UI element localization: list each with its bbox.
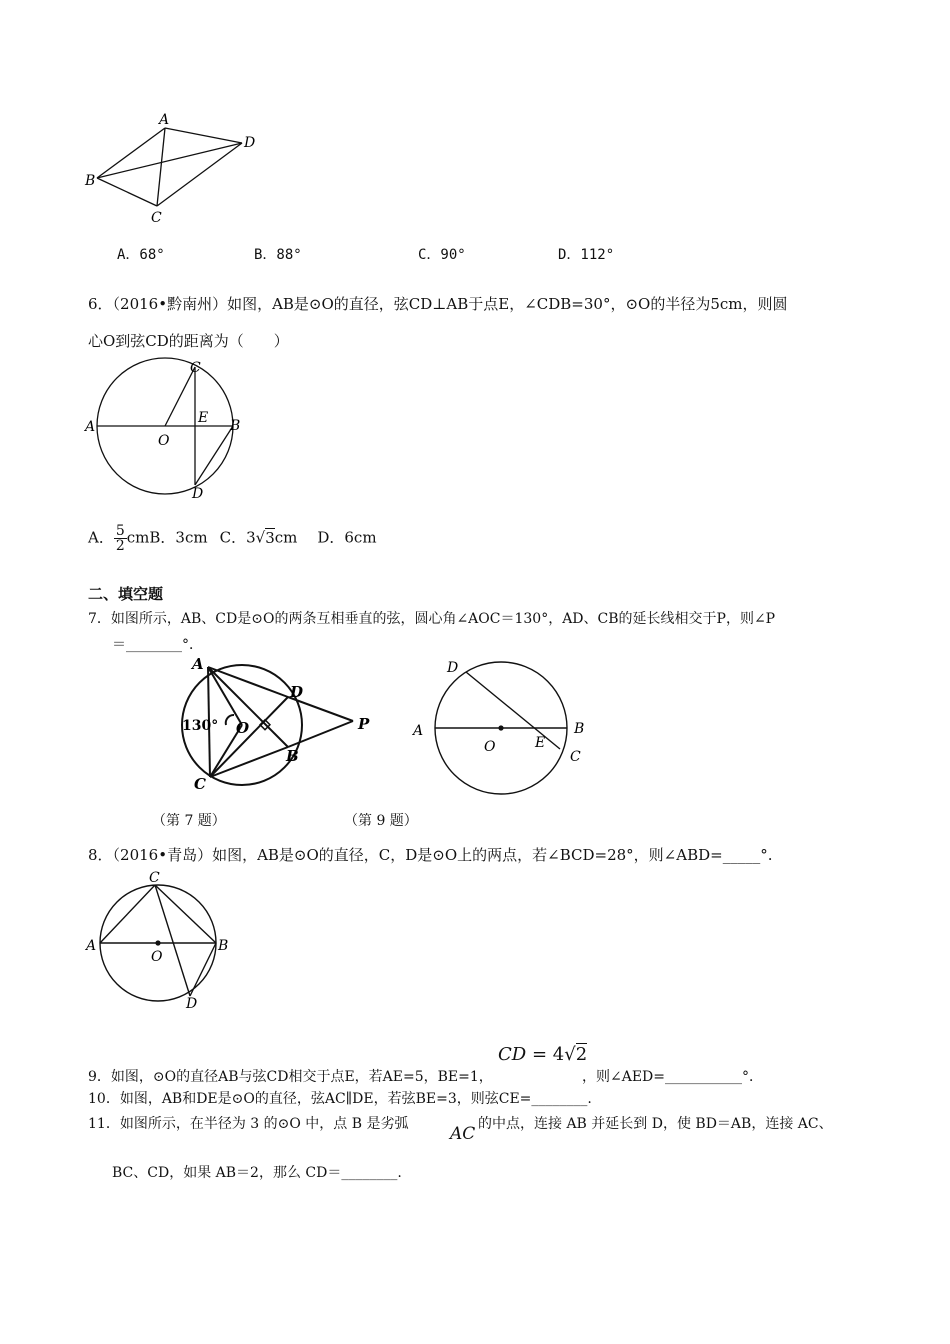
- label-b: B: [286, 747, 299, 765]
- label-d: D: [186, 996, 198, 1012]
- label-d: D: [290, 683, 304, 701]
- q5-option-b: B．88°: [254, 247, 302, 263]
- fraction-denominator: 2: [115, 538, 125, 554]
- label-c: C: [190, 360, 201, 376]
- q5-option-d: D．112°: [558, 247, 615, 263]
- label-b: B: [230, 418, 241, 434]
- label-p: P: [358, 715, 370, 733]
- label-d: D: [244, 135, 256, 151]
- q9-figure: [405, 655, 605, 805]
- label-b: B: [218, 938, 229, 954]
- label-a: A: [159, 112, 170, 128]
- q9-caption: （第 9 题）: [344, 813, 418, 829]
- label-o: O: [151, 949, 163, 965]
- formula-lhs: CD: [498, 1044, 527, 1065]
- q6-line1: 6．（2016•黔南州）如图，AB是⊙O的直径，弦CD⊥AB于点E，∠CDB=30°，⊙O的半径为5cm，则圆: [88, 295, 788, 313]
- label-c: C: [149, 870, 160, 886]
- q7-caption: （第 7 题）: [152, 813, 226, 829]
- formula-radicand: 2: [575, 1044, 588, 1065]
- q9-text-a: 9．如图，⊙O的直径AB与弦CD相交于点E，若AE=5，BE=1，: [88, 1069, 493, 1085]
- q6-circle-figure: [80, 355, 260, 505]
- q10-text: 10．如图，AB和DE是⊙O的直径，弦AC∥DE，若弦BE=3，则弦CE=________.: [88, 1091, 592, 1107]
- label-d: D: [447, 660, 459, 676]
- section-title: 二、填空题: [88, 585, 164, 603]
- q8-text: 8．（2016•青岛）如图，AB是⊙O的直径，C，D是⊙O上的两点，若∠BCD=28°，则∠ABD=_____°.: [88, 846, 773, 864]
- q6-option-a-prefix: A．: [88, 528, 114, 547]
- label-o: O: [158, 433, 170, 449]
- label-o: O: [484, 739, 496, 755]
- arc-ac: AC: [450, 1124, 476, 1144]
- q11-line2: BC、CD，如果 AB＝2，那么 CD＝________.: [112, 1165, 402, 1181]
- label-b: B: [85, 173, 96, 189]
- q6-option-c-unit: cm: [274, 528, 298, 547]
- q7-figure: [170, 655, 380, 805]
- q6-option-d: D．6cm: [317, 528, 377, 547]
- q6-option-c-prefix: C．3: [219, 528, 256, 547]
- rhombus-figure: [80, 110, 270, 230]
- sqrt-symbol: √: [564, 1044, 576, 1065]
- label-a: A: [85, 419, 96, 435]
- label-c: C: [151, 210, 162, 226]
- sqrt-symbol: √: [255, 528, 266, 547]
- q6-option-b: B．3cm: [149, 528, 208, 547]
- q6-options: [88, 524, 377, 553]
- q6-option-a-unit: cm: [126, 528, 150, 547]
- q7-line2: ＝________°．: [112, 637, 203, 653]
- q9-text-b: ，则∠AED=___________°．: [582, 1069, 764, 1085]
- angle-label: 130°: [182, 718, 219, 734]
- label-d: D: [192, 486, 204, 502]
- label-a: A: [413, 723, 424, 739]
- label-e: E: [535, 735, 546, 751]
- label-a: A: [192, 655, 204, 673]
- label-o: O: [236, 719, 250, 737]
- formula-eq: = 4: [526, 1044, 565, 1065]
- label-c: C: [570, 749, 581, 765]
- fraction-numerator: 5: [115, 523, 125, 539]
- q9-formula: [498, 1044, 587, 1065]
- label-e: E: [198, 410, 209, 426]
- label-b: B: [574, 721, 585, 737]
- q7-line1: 7．如图所示，AB、CD是⊙O的两条互相垂直的弦，圆心角∠AOC＝130°，AD、CB的延长线相交于P，则∠P: [88, 611, 776, 627]
- q5-option-c: C．90°: [418, 247, 466, 263]
- label-a: A: [86, 938, 97, 954]
- q5-option-a: A．68°: [117, 247, 165, 263]
- q6-option-a-fraction: [114, 524, 127, 553]
- q11-text-a: 11．如图所示，在半径为 3 的⊙O 中，点 B 是劣弧: [88, 1116, 409, 1132]
- q11-text-b: 的中点，连接 AB 并延长到 D，使 BD＝AB，连接 AC、: [478, 1116, 833, 1132]
- q6-line2: 心O到弦CD的距离为（ ）: [88, 332, 289, 350]
- label-c: C: [194, 775, 206, 793]
- q8-figure: [80, 868, 250, 1013]
- radicand: 3: [265, 528, 275, 547]
